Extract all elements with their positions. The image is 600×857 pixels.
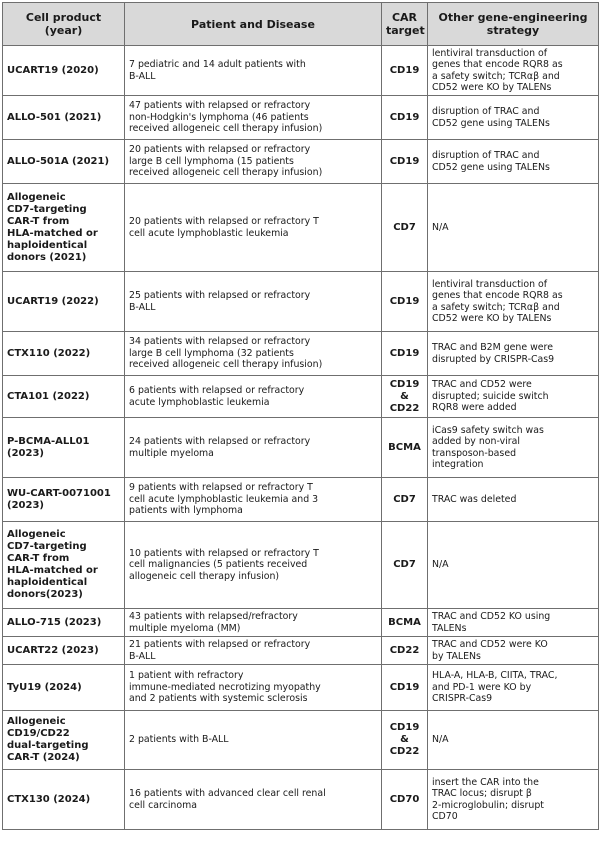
cell-patient-disease: 16 patients with advanced clear cell renal cell carcinoma <box>125 770 382 830</box>
cell-product: UCART19 (2022) <box>3 272 125 332</box>
cell-product: Allogeneic CD7-targeting CAR-T from HLA-matched or haploidentical donors(2023) <box>3 522 125 609</box>
cell-product: ALLO-715 (2023) <box>3 609 125 637</box>
cell-product: Allogeneic CD7-targeting CAR-T from HLA-matched or haploidentical donors (2021) <box>3 184 125 272</box>
cell-product: CTX130 (2024) <box>3 770 125 830</box>
cell-product: TyU19 (2024) <box>3 665 125 711</box>
cell-car-target: CD19 <box>382 46 428 96</box>
cell-other-strategy: insert the CAR into the TRAC locus; disrupt β 2-microglobulin; disrupt CD70 <box>428 770 599 830</box>
cell-other-strategy: HLA-A, HLA-B, CIITA, TRAC, and PD-1 were KO by CRISPR-Cas9 <box>428 665 599 711</box>
cell-other-strategy: disruption of TRAC and CD52 gene using TALENs <box>428 140 599 184</box>
table-row <box>3 637 599 665</box>
table-row <box>3 376 599 418</box>
cell-other-strategy: N/A <box>428 711 599 770</box>
table-row <box>3 418 599 478</box>
table-row <box>3 665 599 711</box>
cell-patient-disease: 10 patients with relapsed or refractory T cell malignancies (5 patients received allogeneic cell therapy infusion) <box>125 522 382 609</box>
cell-car-target: CD22 <box>382 637 428 665</box>
cell-patient-disease: 24 patients with relapsed or refractory multiple myeloma <box>125 418 382 478</box>
cell-product: CTA101 (2022) <box>3 376 125 418</box>
table-row <box>3 272 599 332</box>
cell-product: UCART22 (2023) <box>3 637 125 665</box>
cell-car-target: CD19 & CD22 <box>382 711 428 770</box>
cell-other-strategy: lentiviral transduction of genes that encode RQR8 as a safety switch; TCRαβ and CD52 were KO by TALENs <box>428 46 599 96</box>
cell-patient-disease: 25 patients with relapsed or refractory B-ALL <box>125 272 382 332</box>
cell-product: ALLO-501A (2021) <box>3 140 125 184</box>
cell-patient-disease: 43 patients with relapsed/refractory multiple myeloma (MM) <box>125 609 382 637</box>
header-cell-car-target: CAR target <box>382 3 428 46</box>
cell-car-target: BCMA <box>382 418 428 478</box>
header-cell-other-strategy: Other gene-engineering strategy <box>428 3 599 46</box>
cell-patient-disease: 7 pediatric and 14 adult patients with B-ALL <box>125 46 382 96</box>
cell-patient-disease: 47 patients with relapsed or refractory non-Hodgkin's lymphoma (46 patients received allogeneic cell therapy infusion) <box>125 96 382 140</box>
cell-product: ALLO-501 (2021) <box>3 96 125 140</box>
cell-product: WU-CART-0071001 (2023) <box>3 478 125 522</box>
cell-car-target: CD19 <box>382 96 428 140</box>
cell-patient-disease: 34 patients with relapsed or refractory large B cell lymphoma (32 patients received allogeneic cell therapy infusion) <box>125 332 382 376</box>
header-cell-product: Cell product (year) <box>3 3 125 46</box>
cell-patient-disease: 1 patient with refractory immune-mediated necrotizing myopathy and 2 patients with systemic sclerosis <box>125 665 382 711</box>
cell-product: CTX110 (2022) <box>3 332 125 376</box>
cell-product: Allogeneic CD19/CD22 dual-targeting CAR-T (2024) <box>3 711 125 770</box>
cell-other-strategy: iCas9 safety switch was added by non-viral transposon-based integration <box>428 418 599 478</box>
cell-patient-disease: 9 patients with relapsed or refractory T cell acute lymphoblastic leukemia and 3 patients with lymphoma <box>125 478 382 522</box>
cell-patient-disease: 21 patients with relapsed or refractory B-ALL <box>125 637 382 665</box>
cell-other-strategy: TRAC and B2M gene were disrupted by CRISPR-Cas9 <box>428 332 599 376</box>
table-row <box>3 522 599 609</box>
cell-other-strategy: TRAC and CD52 were disrupted; suicide switch RQR8 were added <box>428 376 599 418</box>
cell-patient-disease: 2 patients with B-ALL <box>125 711 382 770</box>
cell-other-strategy: TRAC and CD52 were KO by TALENs <box>428 637 599 665</box>
cell-car-target: CD7 <box>382 184 428 272</box>
cell-other-strategy: TRAC and CD52 KO using TALENs <box>428 609 599 637</box>
header-cell-disease: Patient and Disease <box>125 3 382 46</box>
cell-car-target: CD70 <box>382 770 428 830</box>
cell-car-target: CD7 <box>382 522 428 609</box>
cell-patient-disease: 6 patients with relapsed or refractory acute lymphoblastic leukemia <box>125 376 382 418</box>
table-row <box>3 711 599 770</box>
cell-car-target: CD7 <box>382 478 428 522</box>
cell-patient-disease: 20 patients with relapsed or refractory large B cell lymphoma (15 patients received allogeneic cell therapy infusion) <box>125 140 382 184</box>
table-row <box>3 478 599 522</box>
cell-car-target: BCMA <box>382 609 428 637</box>
cell-other-strategy: lentiviral transduction of genes that encode RQR8 as a safety switch; TCRαβ and CD52 were KO by TALENs <box>428 272 599 332</box>
cell-other-strategy: disruption of TRAC and CD52 gene using TALENs <box>428 96 599 140</box>
cell-car-target: CD19 <box>382 140 428 184</box>
cell-product: UCART19 (2020) <box>3 46 125 96</box>
table-row <box>3 96 599 140</box>
table-row <box>3 332 599 376</box>
table-row <box>3 184 599 272</box>
cell-other-strategy: TRAC was deleted <box>428 478 599 522</box>
cell-other-strategy: N/A <box>428 522 599 609</box>
header-row <box>3 3 599 46</box>
cell-product: P-BCMA-ALL01 (2023) <box>3 418 125 478</box>
gene-engineering-table <box>2 2 599 830</box>
cell-car-target: CD19 & CD22 <box>382 376 428 418</box>
cell-other-strategy: N/A <box>428 184 599 272</box>
table-row <box>3 140 599 184</box>
table-row <box>3 770 599 830</box>
table-row <box>3 609 599 637</box>
cell-car-target: CD19 <box>382 332 428 376</box>
cell-car-target: CD19 <box>382 272 428 332</box>
table-row <box>3 46 599 96</box>
cell-car-target: CD19 <box>382 665 428 711</box>
cell-patient-disease: 20 patients with relapsed or refractory T cell acute lymphoblastic leukemia <box>125 184 382 272</box>
